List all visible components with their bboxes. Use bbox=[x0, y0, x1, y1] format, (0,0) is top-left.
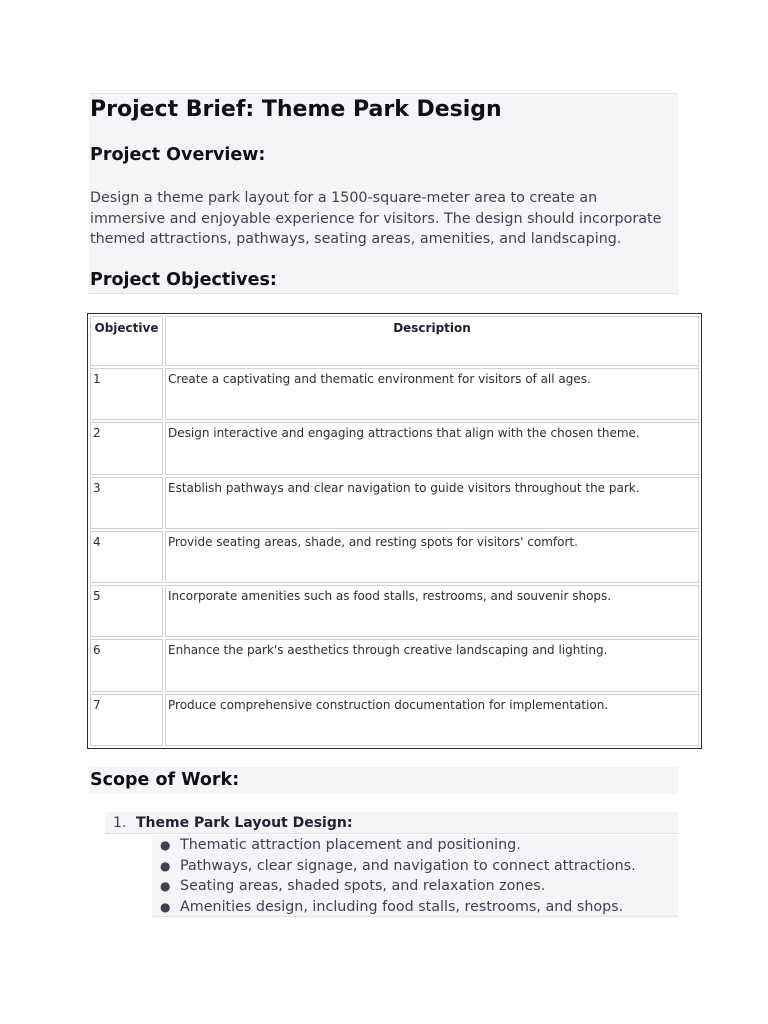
table-row bbox=[90, 694, 699, 746]
objective-description: Enhance the park's aesthetics through creative landscaping and lighting. bbox=[165, 639, 699, 691]
bullet-icon: ● bbox=[160, 858, 171, 873]
bullet-text: Seating areas, shaded spots, and relaxation zones. bbox=[180, 878, 546, 895]
list-item bbox=[152, 835, 678, 856]
objective-description: Establish pathways and clear navigation to guide visitors throughout the park. bbox=[165, 477, 699, 529]
objective-number: 7 bbox=[90, 694, 163, 746]
bullet-icon: ● bbox=[160, 900, 171, 915]
table-row bbox=[90, 585, 699, 637]
bullet-text: Amenities design, including food stalls, restrooms, and shops. bbox=[180, 899, 624, 916]
objective-description: Incorporate amenities such as food stalls, restrooms, and souvenir shops. bbox=[165, 585, 699, 637]
table-row bbox=[90, 368, 699, 420]
bullet-text: Thematic attraction placement and positioning. bbox=[180, 837, 521, 853]
objective-number: 2 bbox=[90, 422, 163, 474]
objective-number: 3 bbox=[90, 477, 163, 529]
list-item-number: 1. bbox=[113, 815, 127, 831]
brief-header-section bbox=[89, 93, 678, 294]
objective-description: Design interactive and engaging attractions that align with the chosen theme. bbox=[165, 422, 699, 474]
bullet-icon: ● bbox=[160, 838, 171, 852]
column-header-objective: Objective bbox=[90, 316, 163, 366]
objective-description: Produce comprehensive construction documentation for implementation. bbox=[165, 694, 699, 746]
table-header-row bbox=[90, 316, 699, 366]
overview-paragraph: Design a theme park layout for a 1500-square-meter area to create an immersive and enjoyable experience for visitors. The design should incorporate themed attractions, pathways, seating areas, amenities, and landscaping. bbox=[90, 190, 662, 248]
scope-bullet-list bbox=[152, 835, 678, 917]
bullet-text: Pathways, clear signage, and navigation to connect attractions. bbox=[180, 857, 636, 874]
scope-heading-block bbox=[89, 767, 678, 794]
list-item-title: Theme Park Layout Design: bbox=[136, 815, 353, 831]
objective-number: 6 bbox=[90, 639, 163, 691]
objective-description: Create a captivating and thematic environment for visitors of all ages. bbox=[165, 368, 699, 420]
overview-heading: Project Overview: bbox=[90, 145, 266, 165]
table-row bbox=[90, 531, 699, 583]
objectives-table bbox=[87, 313, 702, 749]
table-row bbox=[90, 422, 699, 474]
table-row bbox=[90, 477, 699, 529]
scope-heading: Scope of Work: bbox=[90, 770, 240, 790]
list-item bbox=[152, 897, 678, 918]
scope-list-item bbox=[105, 812, 678, 834]
objective-description: Provide seating areas, shade, and resting spots for visitors' comfort. bbox=[165, 531, 699, 583]
page-title: Project Brief: Theme Park Design bbox=[90, 97, 502, 122]
objective-number: 1 bbox=[90, 368, 163, 420]
list-item bbox=[152, 876, 678, 897]
list-item bbox=[152, 856, 678, 877]
objective-number: 4 bbox=[90, 531, 163, 583]
objectives-heading: Project Objectives: bbox=[90, 270, 277, 290]
column-header-description: Description bbox=[165, 316, 699, 366]
table-row bbox=[90, 639, 699, 691]
bullet-icon: ● bbox=[160, 879, 171, 894]
objective-number: 5 bbox=[90, 585, 163, 637]
